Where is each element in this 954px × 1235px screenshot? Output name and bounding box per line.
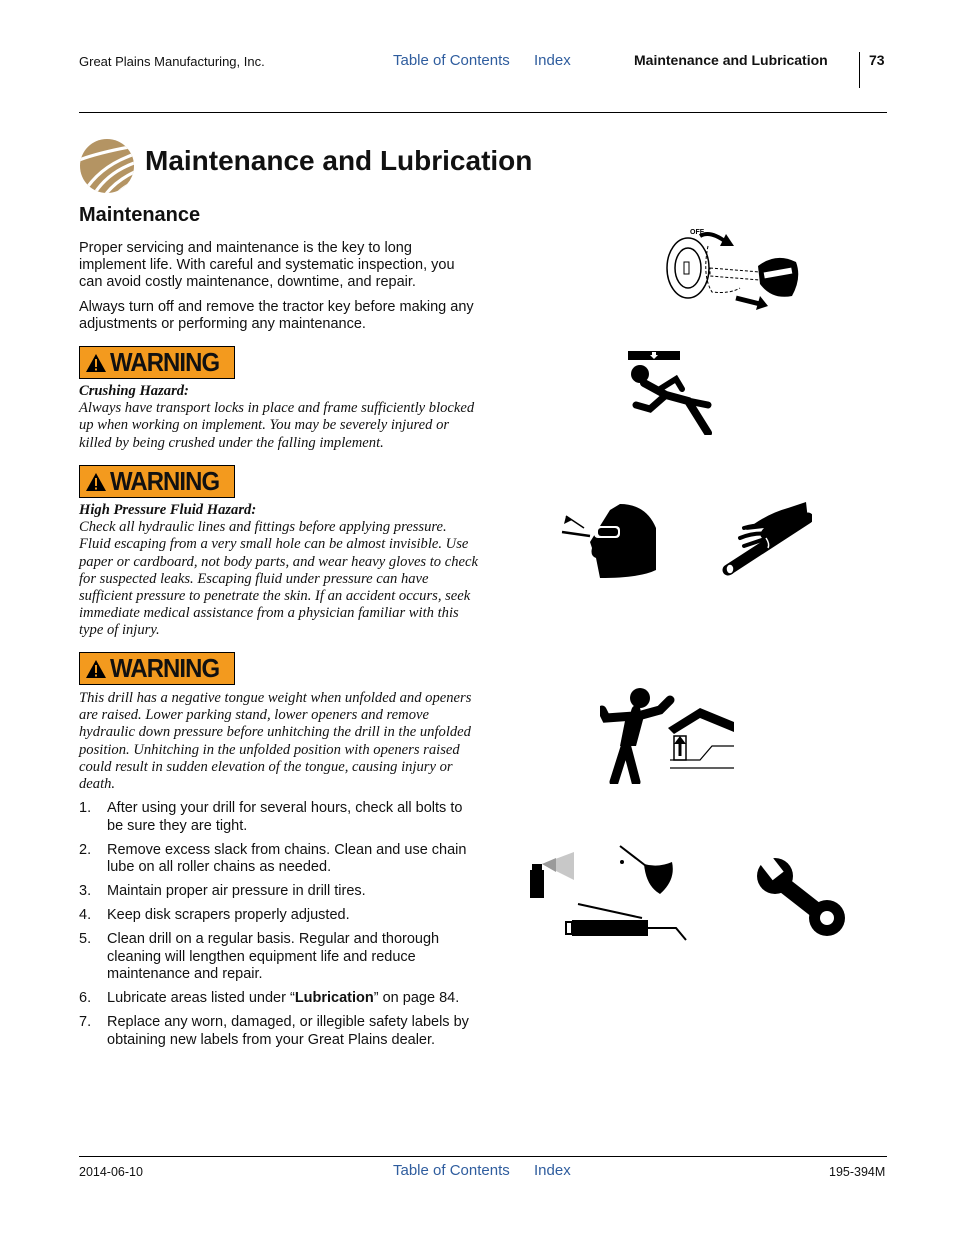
hazard-description: Always have transport locks in place and frame sufficiently blocked up when working on implement. You may be severely injured or killed by being crushed under the falling implement.	[79, 400, 475, 451]
page-number: 73	[869, 52, 885, 68]
tongue-weight-warning-text: This drill has a negative tongue weight when unfolded and openers are raised. Lower parking stand, lower openers and remove hydraulic down pressure before unhitching the drill in the unfolded position. Unhitching in the unfolded position with openers raised could result in sudden elevation of the tongue, causing injury or death.	[79, 690, 472, 793]
table-of-contents-link[interactable]: Table of Contents	[393, 52, 510, 69]
warning-triangle-icon	[85, 353, 107, 373]
warning-badge	[79, 465, 235, 498]
warning-triangle-icon	[85, 659, 107, 679]
index-link[interactable]: Index	[534, 52, 571, 69]
header-rule	[79, 112, 887, 113]
list-item: 5. Clean drill on a regular basis. Regular and thorough cleaning will lengthen equipment life and reduce maintenance and repair.	[79, 931, 440, 982]
footer-date: 2014-06-10	[79, 1165, 143, 1179]
list-item: 6. Lubricate areas listed under “Lubrication” on page 84.	[79, 990, 460, 1006]
footer-rule	[79, 1156, 887, 1157]
page-title: Maintenance and Lubrication	[145, 145, 533, 176]
header-divider	[859, 52, 860, 88]
ignition-key-off-icon	[660, 222, 810, 314]
crushing-hazard-text	[79, 383, 479, 452]
company-name: Great Plains Manufacturing, Inc.	[79, 54, 265, 69]
list-item: 2. Remove excess slack from chains. Clean and use chain lube on all roller chains as needed.	[79, 841, 467, 875]
warning-triangle-icon	[85, 472, 107, 492]
crushing-hazard-icon	[626, 349, 716, 435]
wrench-icon	[755, 856, 850, 938]
negative-tongue-weight-icon	[600, 686, 735, 784]
hazard-title: Crushing Hazard:	[79, 383, 189, 399]
list-item: 4. Keep disk scrapers properly adjusted.	[79, 907, 350, 923]
warning-badge	[79, 652, 235, 685]
list-item: 3. Maintain proper air pressure in drill tires.	[79, 883, 366, 899]
maintenance-intro-paragraph: Proper servicing and maintenance is the key to long implement life. With careful and systematic inspection, you can avoid costly maintenance, downtime, and repair.	[79, 240, 455, 290]
section-name: Maintenance and Lubrication	[634, 52, 828, 68]
footer-table-of-contents-link[interactable]: Table of Contents	[393, 1162, 510, 1179]
maintenance-steps-list	[79, 800, 479, 1056]
list-item: 1. After using your drill for several hours, check all bolts to be sure they are tight.	[79, 800, 463, 834]
svg-text:OFF: OFF	[690, 229, 704, 236]
lubrication-reference[interactable]: Lubrication	[294, 990, 374, 1006]
tractor-key-paragraph: Always turn off and remove the tractor key before making any adjustments or performing any maintenance.	[79, 299, 474, 332]
warning-label: WARNING	[110, 347, 220, 377]
footer-index-link[interactable]: Index	[534, 1162, 571, 1179]
document-number: 195-394M	[829, 1165, 886, 1179]
maintenance-heading: Maintenance	[79, 204, 201, 226]
great-plains-logo-icon	[79, 138, 135, 194]
high-pressure-fluid-hand-icon	[722, 498, 812, 576]
warning-label: WARNING	[110, 466, 220, 496]
hazard-title: High Pressure Fluid Hazard:	[79, 502, 257, 518]
eye-protection-icon	[560, 498, 660, 578]
high-pressure-fluid-hazard-text	[79, 502, 479, 640]
warning-badge	[79, 346, 235, 379]
list-item: 7. Replace any worn, damaged, or illegible safety labels by obtaining new labels from your Great Plains dealer.	[79, 1014, 469, 1048]
lubrication-tools-icon	[526, 842, 691, 944]
warning-label: WARNING	[110, 653, 220, 683]
hazard-description: Check all hydraulic lines and fittings before applying pressure. Fluid escaping from a very small hole can be almost invisible. Use paper or cardboard, not body parts, and wear heavy gloves to check for suspected leaks. Escaping fluid under pressure can have sufficient pressure to penetrate the skin. If an accident occurs, seek immediate medical assistance from a physician familiar with this type of injury.	[79, 519, 478, 639]
